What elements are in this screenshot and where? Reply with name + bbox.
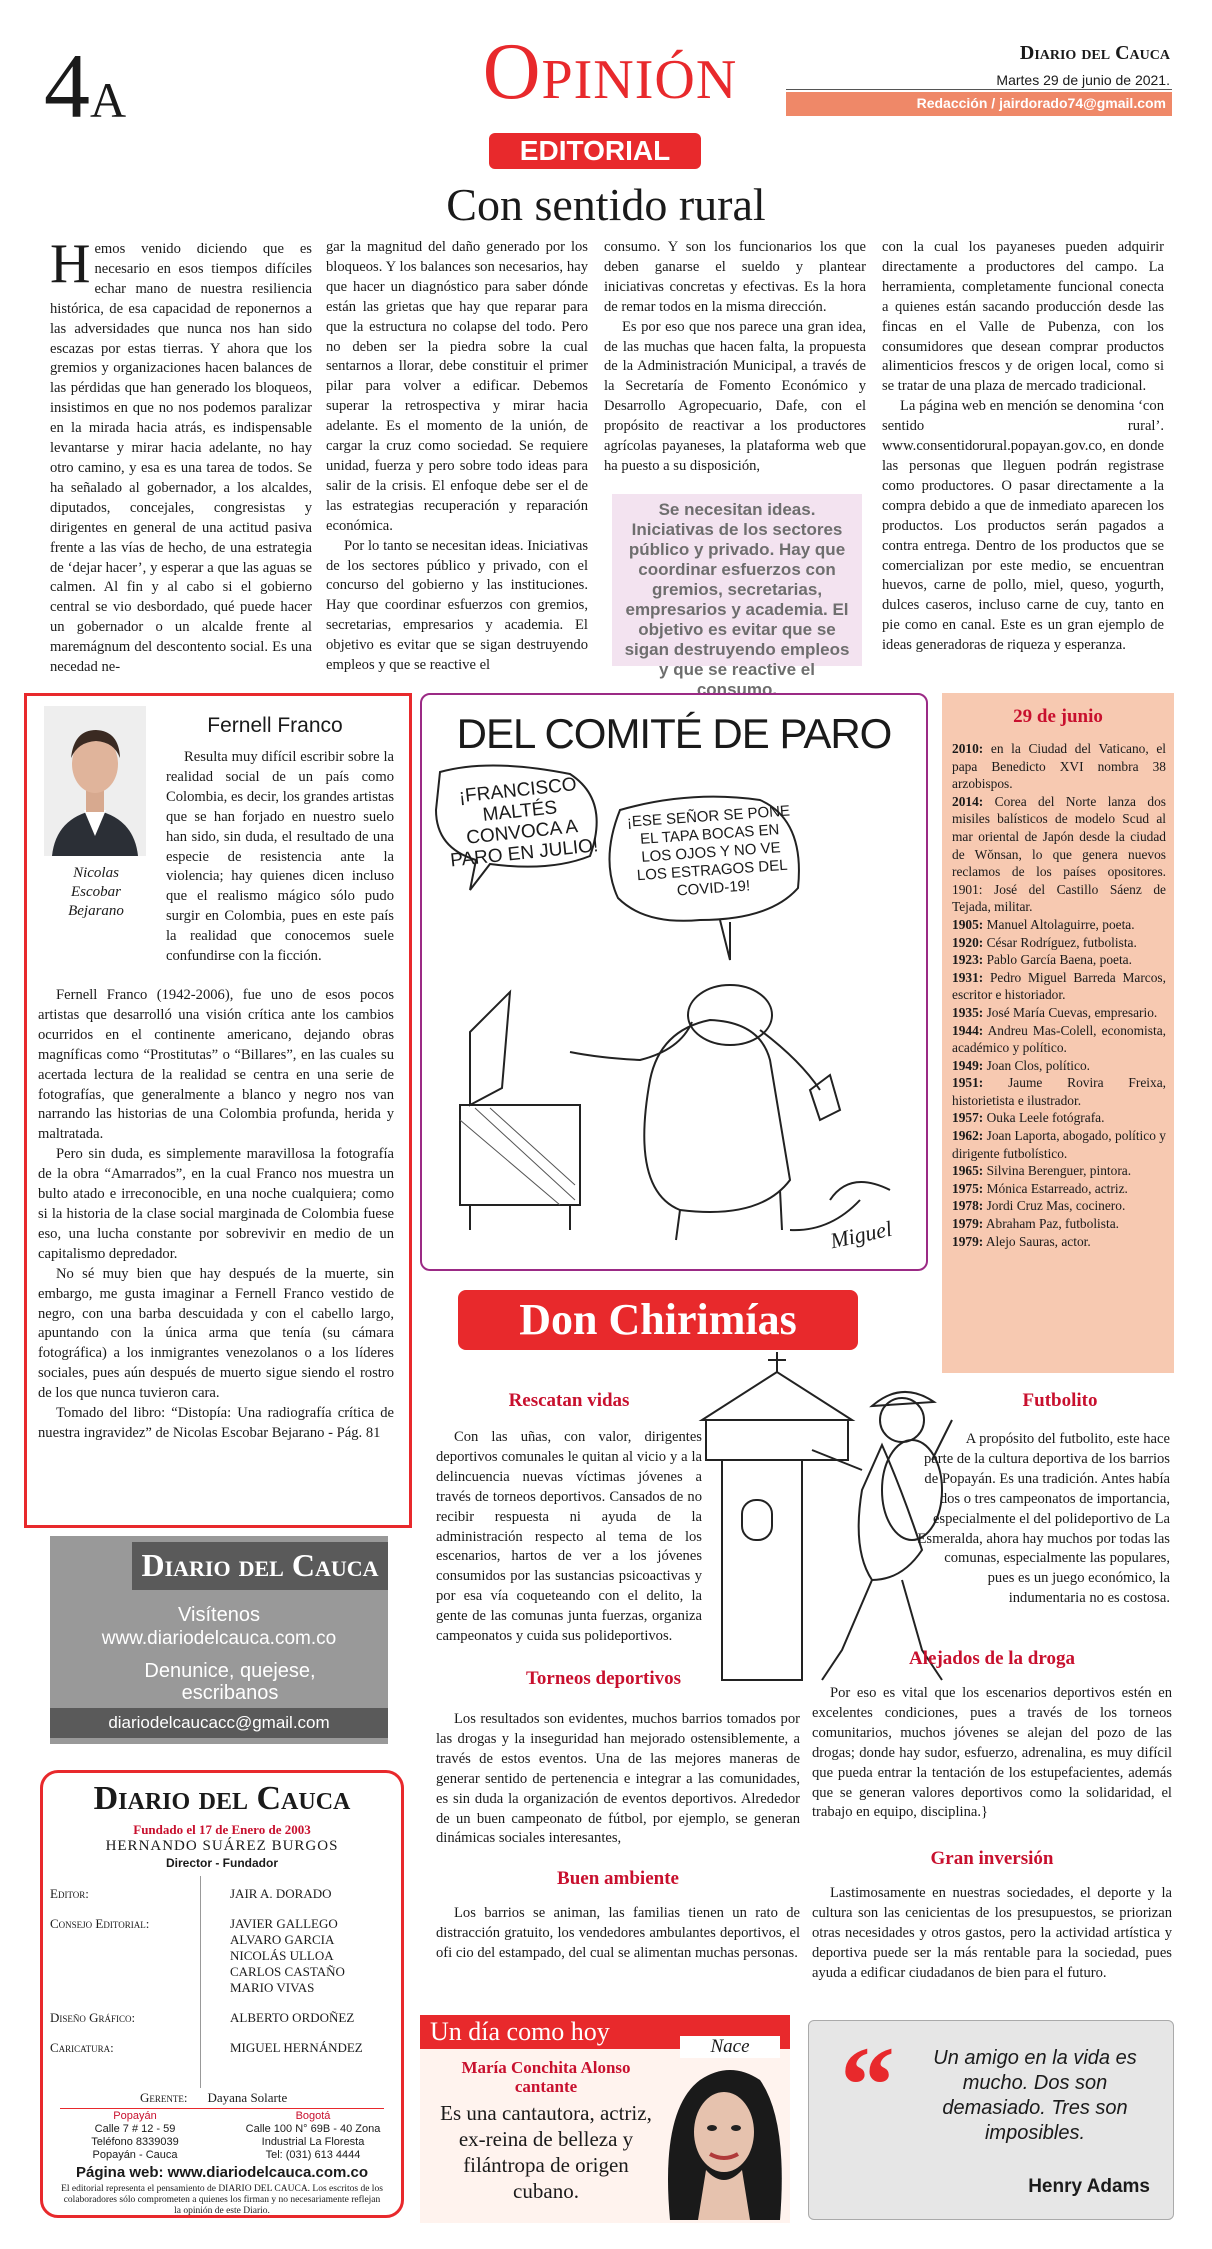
author-photo <box>44 706 146 856</box>
ephemeris-year: 1920: <box>952 934 984 950</box>
celebrity-portrait <box>660 2050 788 2220</box>
ephemeris-text: Abraham Paz, futbolista. <box>983 1216 1119 1232</box>
undia-desc: Es una cantautora, actriz, ex-reina de belleza y filántropa de origen cubano. <box>440 2101 652 2203</box>
promo-website[interactable]: www.diariodelcauca.com.co <box>101 1628 337 1649</box>
promo-email[interactable]: diariodelcaucacc@gmail.com <box>108 1713 330 1732</box>
ephemeris-year: 2014: <box>952 793 984 809</box>
ephemeris-item <box>952 951 1166 969</box>
ephemeris-year: 1962: <box>952 1128 984 1144</box>
author-portrait-icon <box>44 706 146 856</box>
masthead-role: Caricatura: <box>50 2040 114 2055</box>
undia-title: Un día como hoy <box>430 2017 610 2046</box>
cartoon-title: DEL COMITÉ DE PARO <box>456 710 892 757</box>
column-body: Fernell Franco (1942-2006), fue uno de esos pocos artistas que desarrolló una visión crítica ante los cambios ocurridos en el continente americano, dejando obras magníficas como “Prostitutas” o “Billares”, en las cuales su acertada lectura de la realidad se centra en una serie de fotografías, que generalmente a blanco y negro nos van narrando las historias de una Colombia profunda, herida y maltratada. Pero sin duda, es simplemente maravillosa la fotografía de la obra “Amarrados”, en la cual Franco nos muestra un bulto atado e irreconocible, en una noche cualquiera; como si la historia de la clase social marginada de Colombia fuese eso, una lucha constante por sobrevivir en medio de un capitalismo depredador. No sé muy bien que hay después de la muerte, sin embargo, me gusta imaginar a Fernell Franco vestido de negro, con una barba descuidada y con el cabello largo, apuntando con la única arma que tenía (su cámara fotográfica) a los inmigrantes venezolanos o a los líderes sociales, pues aún después de muerto sigue siendo el rostro de los que nunca tuvieron cara. Tomado del libro: “Distopía: Una radiografía crítica de nuestra ingravidez” de Nicolas Escobar Bejarano - Pág. 81 <box>38 987 394 1441</box>
ephemeris-year: 1975: <box>952 1180 984 1196</box>
masthead-name: JAVIER GALLEGO <box>230 1916 338 1931</box>
chirimias-s5: Alejados de la droga Por eso es vital que los escenarios deportivos estén en excelentes condiciones, pues a través de los torneos comunitarios, muchos jóvenes se alejan del pozo de las drogas; donde hay sudor, esfuerzo, adrenalina, es muy difícil que pueda entrar la tentación de los estupefacientes, además que se generan valores deportivos como la solidaridad, el trabajo en equipo, disciplina.} <box>812 1648 1172 1821</box>
masthead-disclaimer: El editorial representa el pensamiento de DIARIO DEL CAUCA. Los escritos de los colaboradores sólo comprometen a quienes los firman y no necesariamente reflejan la opinión de este Diario. <box>61 2184 383 2216</box>
masthead-manager: Gerente: Dayana Solarte <box>140 2090 288 2105</box>
cartoon-bubble-1: ¡FRANCISCO MALTÉS CONVOCA A PARO EN JULIO! <box>449 774 600 872</box>
ephemeris-year: 1965: <box>952 1163 984 1179</box>
ephemeris-item <box>952 1057 1166 1075</box>
ephemeris-item <box>952 1180 1166 1198</box>
promo-visit: Visítenos <box>178 1604 260 1626</box>
ephemeris-item <box>952 1074 1166 1109</box>
masthead-role: Diseño Gráfico: <box>50 2010 136 2025</box>
chirimias-s4-body: A propósito del futbolito, este hace parte de la cultura deportiva de los barrios de Popayán. Es una tradición. Antes había dos o tres campeonatos de importancia, especialmente el del polideportivo de La Esmeralda, ahora hay muchos por todas las comunas, especialmente las populares, pues es un juego económico, la indumentaria no es costosa. <box>917 1431 1170 1607</box>
chirimias-s4 <box>950 1390 1170 1428</box>
drop-cap: H <box>50 233 91 295</box>
masthead-names <box>230 2010 354 2026</box>
ephemeris-text: Silvina Berenguer, pintora. <box>983 1163 1132 1179</box>
ephemeris-year: 1949: <box>952 1057 984 1073</box>
cartoon-bubble-2: ¡ESE SEÑOR SE PONE EL TAPA BOCAS EN LOS OJOS Y NO VE LOS ESTRAGOS DEL COVID-19! <box>626 802 791 900</box>
undia-tag: Nace <box>680 2036 780 2058</box>
editorial-col-3: consumo. Y son los funcionarios los que deben ganarse el sueldo y plantear iniciativas concretas y efectivas. Es la hora de remar todos en la misma dirección. Es por eso que nos parece una gran idea, de las muchas que hacen falta, la propuesta de la Administración Municipal, a través de la Secretaría de Fomento Económico y Desarrollo Agropecuario, Dafe, con el propósito de reactivar a los productores agrícolas payaneses, la plataforma web que ha puesto a su disposición, <box>604 239 866 474</box>
ephemeris-year: 1944: <box>952 1022 984 1038</box>
ephemeris-year: 1923: <box>952 952 984 968</box>
subhead-ambiente: Buen ambiente <box>557 1868 679 1889</box>
ephemeris-text: Mónica Estarreado, actriz. <box>983 1180 1128 1196</box>
address-popayan: Popayán Calle 7 # 12 - 59 Teléfono 8339039 Popayán - Cauca <box>91 2110 179 2161</box>
chirimias-s6: Gran inversión Lastimosamente en nuestras sociedades, el deporte y la cultura son las cenicientas de los presupuestos, se priorizan otras necesidades y otros gastos, pero la actividad artística y deportiva puede ser la más rentable para la sociedad, pues ayuda a edificar ciudadanos de bien para el futuro. <box>812 1848 1172 1981</box>
masthead-logo: Diario del Cauca <box>93 1780 351 1817</box>
masthead-names <box>230 1886 331 1902</box>
ephemeris-item <box>952 1233 1166 1251</box>
masthead-row <box>50 1916 390 1996</box>
masthead-names <box>230 2040 363 2056</box>
chirimias-s2-head: Torneos deportivos <box>526 1668 682 1689</box>
column-body-top: Resulta muy difícil escribir sobre la realidad social de un país como Colombia, es decir, los grandes artistas que se han forjado en nuestro suelo han sido, sin duda, el resultado de una especie de resistencia ante la violencia; hay quienes dicen incluso que el realismo mágico sólo pudo surgir en Colombia, pues en este país la realidad que conocemos suele confundirse con la ficción. <box>166 749 394 965</box>
ephemeris-item <box>952 934 1166 952</box>
quote-text: Un amigo en la vida es mucho. Dos son demasiado. Tres son imposibles. <box>933 2047 1137 2144</box>
ephemeris-year: 1931: <box>952 969 984 985</box>
quote-author: Henry Adams <box>1028 2176 1150 2197</box>
editorial-kicker: EDITORIAL <box>489 133 701 169</box>
masthead-founded: Fundado el 17 de Enero de 2003 <box>133 1822 311 1837</box>
ephemeris-year: 2010: <box>952 741 984 756</box>
ephemeris-text: Jaume Rovira Freixa, historietista e ilustrador. <box>952 1075 1166 1108</box>
author-name: Nicolas Escobar Bejarano <box>68 865 124 919</box>
paper-logo-small: Diario del Cauca <box>1019 42 1170 64</box>
masthead-rows <box>50 1886 390 2070</box>
undia-name: María Conchita Alonso cantante <box>461 2058 631 2096</box>
masthead-divider <box>60 2108 384 2109</box>
ephemeris-year: 1951: <box>952 1075 984 1091</box>
section-title: Opinión <box>482 28 738 116</box>
ephemeris-year: 1957: <box>952 1110 984 1126</box>
header-rule <box>786 89 1172 90</box>
masthead-row <box>50 1886 390 1902</box>
chirimias-s3: Buen ambiente Los barrios se animan, las familias tienen un rato de distracción gratuito, los vendedores ambulantes deportivos, el ofi cio del estampado, del cual se alimentan muchas personas. <box>436 1868 800 1961</box>
editorial-col-4: con la cual los payaneses pueden adquirir directamente a productores del campo. La herramienta, completamente funcional conecta a quienes están sacando producción desde las fincas en el Valle de Pubenza, con los consumidores que desean comprar productos alimenticios frescos y de origen local, como si se tratar de una plaza de mercado tradicional. La página web en mención se denomina ‘con sentido rural’. www.consentidorural.popayan.gov.co, en donde las personas que lleguen podrán registrase como productores. O pasar directamente a la compra debido a que de inmediato aparecen los productos. Los productos serán pagados a contra entrega. Dentro de los productos que se comercializan por este medio, se encuentran huevos, carne de pollo, miel, queso, yogurth, dulces caseros, incluso carne de cuy, tanto en pie como en canal. Este es un gran ejemplo de ideas generadoras de riqueza y esperanza. <box>882 239 1164 654</box>
ephemeris-text: Manuel Altolaguirre, poeta. <box>983 916 1135 932</box>
editorial-headline: Con sentido rural <box>446 179 766 230</box>
masthead-founder-role: Director - Fundador <box>165 1856 278 1870</box>
chirimias-title: Don Chirimías <box>519 1295 797 1344</box>
masthead-web[interactable]: Página web: www.diariodelcauca.com.co <box>75 2164 369 2181</box>
ephemeris-item <box>952 793 1166 916</box>
ephemeris-list <box>952 740 1166 1250</box>
masthead-name: JAIR A. DORADO <box>230 1886 332 1901</box>
column-title: Fernell Franco <box>207 714 343 737</box>
masthead-row <box>50 2010 390 2026</box>
subhead-inversion: Gran inversión <box>930 1848 1054 1869</box>
ephemeris-item <box>952 1004 1166 1022</box>
promo-logo: Diario del Cauca <box>141 1547 379 1583</box>
address-bogota: Bogotá Calle 100 N° 69B - 40 Zona Industrial La Floresta Tel: (031) 613 4444 <box>245 2110 381 2161</box>
ephemeris-item <box>952 1162 1166 1180</box>
masthead-founder: HERNANDO SUÁREZ BURGOS <box>105 1838 339 1854</box>
cartoon-signature: Miguel <box>827 1215 895 1254</box>
masthead-name: MARIO VIVAS <box>230 1980 315 1995</box>
ephemeris-text: en la Ciudad del Vaticano, el papa Benedicto XVI nombra 38 arzobispos. <box>952 741 1166 792</box>
ephemeris-text: Ouka Leele fotógrafa. <box>983 1110 1105 1126</box>
masthead-role: Editor: <box>50 1886 89 1901</box>
editorial-col-2: gar la magnitud del daño generado por los bloqueos. Y los balances son necesarios, hay que hacer un diagnóstico para saber dónde están las grietas que hay que reparar para que la estructura no colapse del todo. Pero no deben ser la piedra sobre la cual sentarnos a llorar, debe constituir el primer pilar para volver a edificar. Debemos superar la retrospectiva y mirar hacia adelante. Es el momento de la unión, de cargar la cruz como sociedad. Se requiere unidad, fuerza y pero sobre todo ideas para salir de la crisis. El enfoque debe ser el de las estrategias recuperación y reparación económica. Por lo tanto se necesitan ideas. Iniciativas de los sectores público y privado, con el concurso del gobierno y las instituciones. Hay que coordinar esfuerzos con gremios, secretarias, empresarios y academia. El objetivo es evitar que se sigan destruyendo empleos y que se reactive el <box>326 239 588 674</box>
ephemeris-text: Corea del Norte lanza dos misiles balísticos de modelo Scud al mar oriental de Japón desde la ciudad de Wŏnsan, lo que genera nuevos reclamos de los países opositores. 1901: José del Castillo Sáenz de Tejada, militar. <box>952 793 1166 915</box>
ephemeris-item <box>952 1215 1166 1233</box>
chirimias-s2: Los resultados son evidentes, muchos barrios tomados por las drogas y la inseguridad han mejorado ostensiblemente, a través de estos eventos. Una de las mejores maneras de generar sentido de pertenencia e integrar a las comunidades, es sin duda la organización de eventos deportivos. Alrededor de un buen campeonato de fútbol, por ejemplo, se generan dinámicas sociales interesantes, <box>436 1711 800 1847</box>
masthead-names <box>230 1916 345 1996</box>
masthead-name: ALVARO GARCIA <box>230 1932 335 1947</box>
page-number: 4A <box>44 35 127 137</box>
ephemeris-text: César Rodríguez, futbolista. <box>983 934 1137 950</box>
masthead-name: ALBERTO ORDOÑEZ <box>230 2010 355 2025</box>
ephemeris-item <box>952 1022 1166 1057</box>
ephemeris-year: 1905: <box>952 916 984 932</box>
ephemeris-year: 1979: <box>952 1216 984 1232</box>
masthead-role: Consejo Editorial: <box>50 1916 150 1931</box>
quote-mark-icon: “ <box>840 2024 895 2146</box>
masthead-row <box>50 2040 390 2056</box>
ephemeris-item <box>952 1109 1166 1127</box>
header-date: Martes 29 de junio de 2021. <box>996 72 1170 88</box>
contact-email[interactable]: Redacción / jairdorado74@gmail.com <box>916 95 1166 111</box>
ephemeris-text: José María Cuevas, empresario. <box>983 1004 1158 1020</box>
ephemeris-text: Joan Clos, político. <box>983 1057 1091 1073</box>
promo-denounce: Denunice, quejese, escribanos <box>144 1660 316 1704</box>
ephemeris-text: Jordi Cruz Mas, cocinero. <box>983 1198 1126 1214</box>
ephemeris-text: Alejo Sauras, actor. <box>983 1233 1091 1249</box>
masthead-name: CARLOS CASTAÑO <box>230 1964 345 1979</box>
ephemeris-item <box>952 1127 1166 1162</box>
ephemeris-item <box>952 1197 1166 1215</box>
ephemeris-item <box>952 916 1166 934</box>
ephemeris-text: Pablo García Baena, poeta. <box>983 952 1132 968</box>
subhead-rescatan: Rescatan vidas <box>508 1390 630 1411</box>
ephemeris-text: Pedro Miguel Barreda Marcos, escritor e historiador. <box>952 969 1166 1003</box>
masthead-name: MIGUEL HERNÁNDEZ <box>230 2040 363 2055</box>
ephemeris-year: 1979: <box>952 1233 984 1249</box>
ephemeris-text: Joan Laporta, abogado, político y dirigente futbolístico. <box>952 1128 1166 1161</box>
masthead-name: NICOLÁS ULLOA <box>230 1948 334 1963</box>
chirimias-left: Rescatan vidas Con las uñas, con valor, dirigentes deportivos comunales le quitan al vicio y a la delincuencia nuevas víctimas jóvenes a través de torneos deportivos. Cansados de no recibir respuesta ni ayuda de la administración respecto al tema de los escenarios, hartos de ver a los jóvenes consumidos por las sustancias psicoactivas y por esa vía coqueteando con el delito, la gente de las comunas junta fuerzas, organiza campeonatos y cuida sus polideportivos. <box>436 1390 702 1645</box>
ephemeris-text: Andreu Mas-Colell, economista, académico y político. <box>952 1022 1166 1056</box>
ephemeris-title: 29 de junio <box>1013 706 1103 727</box>
ephemeris-year: 1978: <box>952 1198 984 1214</box>
ephemeris-year: 1935: <box>952 1004 984 1020</box>
ephemeris-item <box>952 740 1166 793</box>
ephemeris-item <box>952 969 1166 1004</box>
pull-quote: Se necesitan ideas. Iniciativas de los sectores público y privado. Hay que coordinar esfuerzos con gremios, secretarias, empresarios y academia. El objetivo es evitar que se sigan destruyendo empleos y que se reactive el consumo. <box>612 494 862 666</box>
subhead-futbolito: Futbolito <box>1022 1390 1098 1411</box>
editorial-col-1: H emos venido diciendo que es necesario en esos tiempos difíciles echar mano de nuestra resiliencia histórica, de esa capacidad de reponernos a las adversidades que nunca nos han sido escazas por estas tierras. Y ahora que los gremios y organizaciones hacen balances de las pérdidas que han generado los bloqueos, insistimos en que no nos podemos paralizar en la mirada hacia atrás, es indispensable levantarse y mirar hacia adelante, no hay otro camino, y esa es una tarea de todos. Se ha señalado al gobernador, a los alcaldes, diputados, concejales, congresistas y dirigentes en general de una actitud pasiva frente a las vías de hecho, de una estrategia de ‘dejar hacer’, y esperar a que las aguas se calmen. Al fin y al cabo si el gobierno central se vio desbordado, qué puede hacer un gobernador o un alcalde frente al maremágnum del descontento social. Es una necedad ne- <box>50 233 312 676</box>
subhead-droga: Alejados de la droga <box>909 1648 1075 1669</box>
